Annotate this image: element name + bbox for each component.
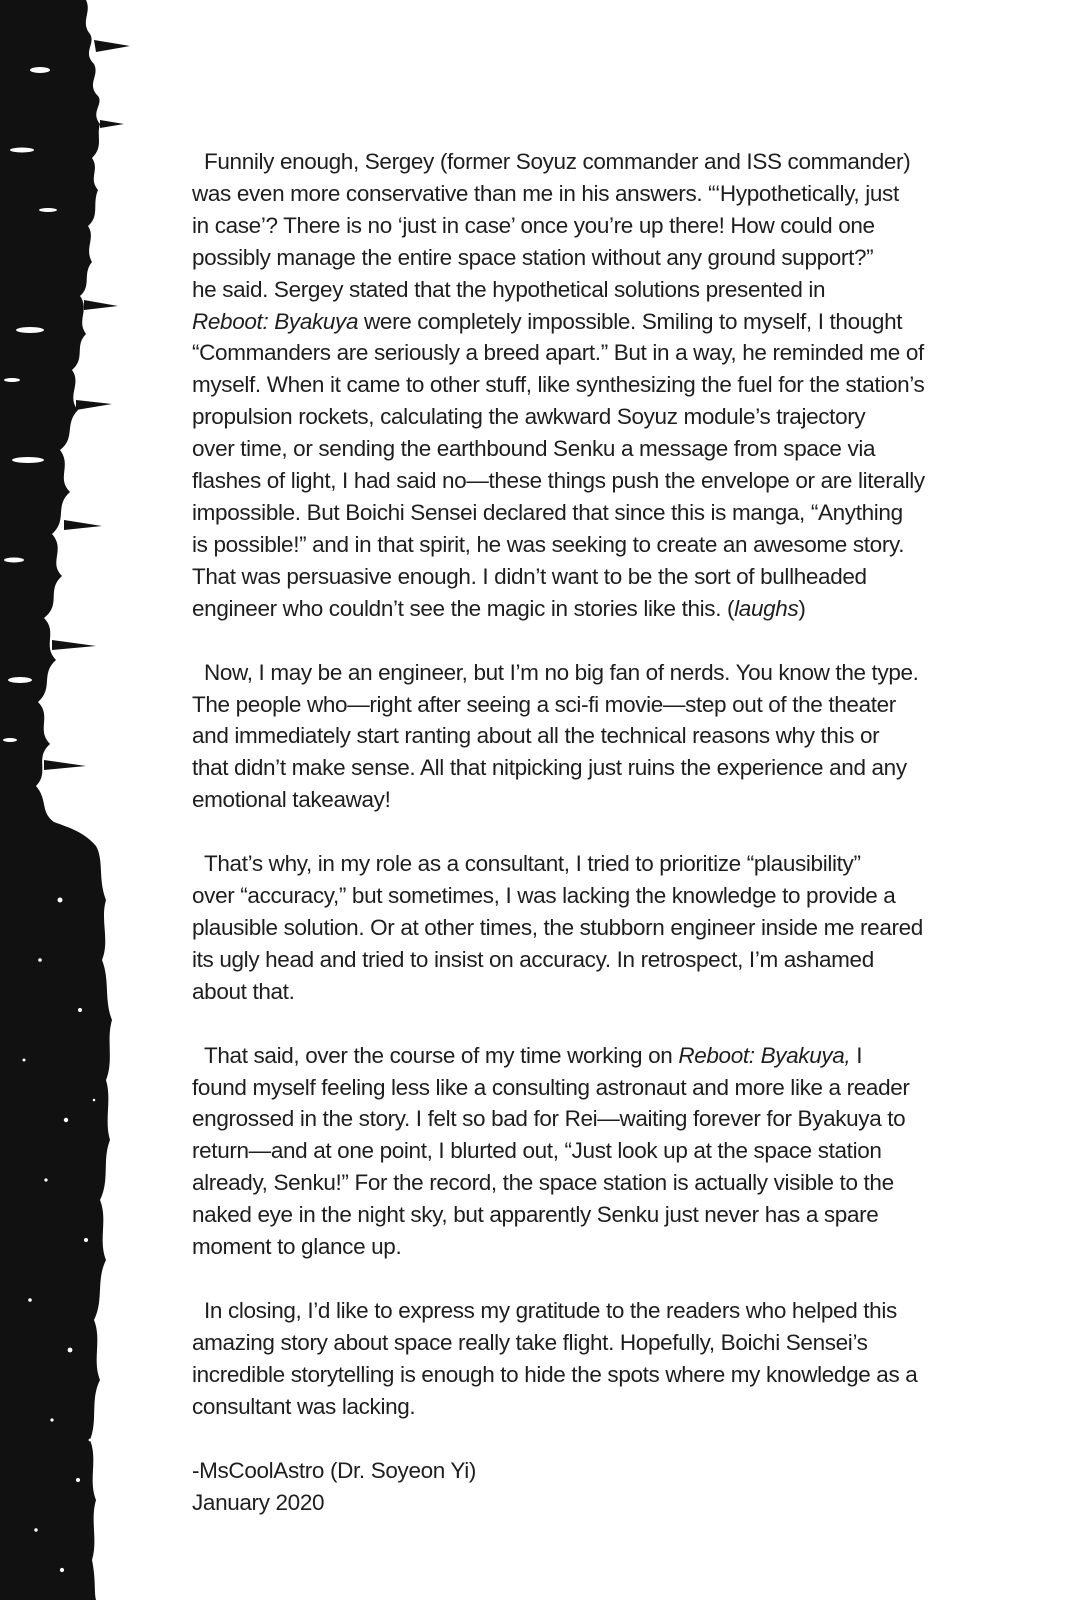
text-run: naked eye in the night sky, but apparently Senku just never has a spare: [192, 1202, 879, 1228]
italic-title: Reboot: Byakuya: [192, 308, 359, 334]
text-run: impossible. But Boichi Sensei declared that since this is manga, “Anything: [192, 499, 903, 525]
text-line: [192, 210, 952, 242]
text-line: [192, 689, 952, 721]
text-line: [192, 1231, 952, 1263]
signature-author: -MsCoolAstro (Dr. Soyeon Yi): [192, 1457, 477, 1483]
paragraph: [192, 848, 952, 1008]
text-line: [192, 274, 952, 306]
text-line: [192, 657, 952, 689]
text-line: [192, 880, 952, 912]
text-run: That’s why, in my role as a consultant, I tried to prioritize “plausibility”: [204, 851, 861, 877]
text-line: [192, 561, 952, 593]
text-line: [192, 593, 952, 625]
text-line: [192, 848, 952, 880]
text-line: [192, 369, 952, 401]
text-line: [192, 1103, 952, 1135]
text-line: [192, 465, 952, 497]
text-run: flashes of light, I had said no—these things push the envelope or are literally: [192, 468, 925, 494]
essay-body: [192, 146, 952, 1550]
italic-title: laughs: [734, 595, 799, 621]
text-line: [192, 306, 952, 338]
text-run: found myself feeling less like a consulting astronaut and more like a reader: [192, 1074, 910, 1100]
text-run: he said. Sergey stated that the hypothetical solutions presented in: [192, 276, 826, 302]
text-run: propulsion rockets, calculating the awkward Soyuz module’s trajectory: [192, 404, 866, 430]
text-run: amazing story about space really take flight. Hopefully, Boichi Sensei’s: [192, 1329, 868, 1355]
text-run: were completely impossible. Smiling to myself, I thought: [358, 308, 903, 334]
text-line: [192, 1167, 952, 1199]
text-line: [192, 784, 952, 816]
italic-title: Reboot: Byakuya,: [678, 1042, 851, 1068]
text-line: [192, 912, 952, 944]
text-line: [192, 752, 952, 784]
text-run: Now, I may be an engineer, but I’m no big fan of nerds. You know the type.: [204, 659, 919, 685]
text-run: In closing, I’d like to express my gratitude to the readers who helped this: [204, 1298, 897, 1323]
text-run: incredible storytelling is enough to hide the spots where my knowledge as a: [192, 1361, 918, 1387]
text-run: was even more conservative than me in his answers. “‘Hypothetically, just: [192, 180, 899, 206]
text-run: that didn’t make sense. All that nitpicking just ruins the experience and any: [192, 755, 907, 781]
paragraph: [192, 1295, 952, 1423]
text-line: [192, 433, 952, 465]
text-line: [192, 1327, 952, 1359]
text-run: over “accuracy,” but sometimes, I was lacking the knowledge to provide a: [192, 883, 896, 909]
text-run: and immediately start ranting about all the technical reasons why this or: [192, 723, 880, 749]
text-line: [192, 1199, 952, 1231]
text-run: is possible!” and in that spirit, he was seeking to create an awesome story.: [192, 531, 905, 557]
text-run: plausible solution. Or at other times, the stubborn engineer inside me reared: [192, 914, 923, 940]
text-run: Funnily enough, Sergey (former Soyuz commander and ISS commander): [204, 149, 911, 174]
text-run: That said, over the course of my time working on: [204, 1042, 679, 1068]
text-run: ): [798, 595, 806, 621]
text-line: [192, 1072, 952, 1104]
text-line: [192, 1135, 952, 1167]
signature-date: January 2020: [192, 1489, 325, 1515]
text-line: [192, 976, 952, 1008]
text-line: [192, 720, 952, 752]
text-run: emotional takeaway!: [192, 787, 391, 813]
text-line: [192, 146, 952, 178]
text-run: about that.: [192, 978, 295, 1004]
text-run: That was persuasive enough. I didn’t want to be the sort of bullheaded: [192, 563, 867, 589]
text-line: [192, 178, 952, 210]
text-run: myself. When it came to other stuff, like synthesizing the fuel for the station’s: [192, 372, 925, 398]
text-line: [192, 242, 952, 274]
text-line: [192, 529, 952, 561]
text-line: [192, 337, 952, 369]
text-run: already, Senku!” For the record, the space station is actually visible to the: [192, 1170, 894, 1196]
text-run: The people who—right after seeing a sci-fi movie—step out of the theater: [192, 691, 896, 717]
text-run: I: [850, 1042, 863, 1068]
text-run: moment to glance up.: [192, 1234, 402, 1260]
text-run: engrossed in the story. I felt so bad for Rei—waiting forever for Byakuya to: [192, 1106, 906, 1132]
text-run: consultant was lacking.: [192, 1393, 416, 1419]
text-run: return—and at one point, I blurted out, “Just look up at the space station: [192, 1138, 882, 1164]
ink-brush-stroke: [0, 0, 150, 1600]
text-line: [192, 1295, 952, 1327]
text-line: [192, 1391, 952, 1423]
paragraph: [192, 1040, 952, 1263]
text-run: possibly manage the entire space station without any ground support?”: [192, 244, 874, 270]
text-run: its ugly head and tried to insist on accuracy. In retrospect, I’m ashamed: [192, 946, 874, 972]
text-line: [192, 1359, 952, 1391]
text-run: “Commanders are seriously a breed apart.” But in a way, he reminded me of: [192, 340, 924, 366]
text-line: [192, 401, 952, 433]
signature-block: [192, 1455, 952, 1519]
text-run: in case’? There is no ‘just in case’ once you’re up there! How could one: [192, 212, 875, 238]
paragraph: [192, 146, 952, 625]
text-run: engineer who couldn’t see the magic in stories like this. (: [192, 595, 735, 621]
text-line: [192, 944, 952, 976]
text-line: [192, 497, 952, 529]
paragraph: [192, 657, 952, 817]
text-line: [192, 1040, 952, 1072]
text-run: over time, or sending the earthbound Senku a message from space via: [192, 436, 876, 462]
